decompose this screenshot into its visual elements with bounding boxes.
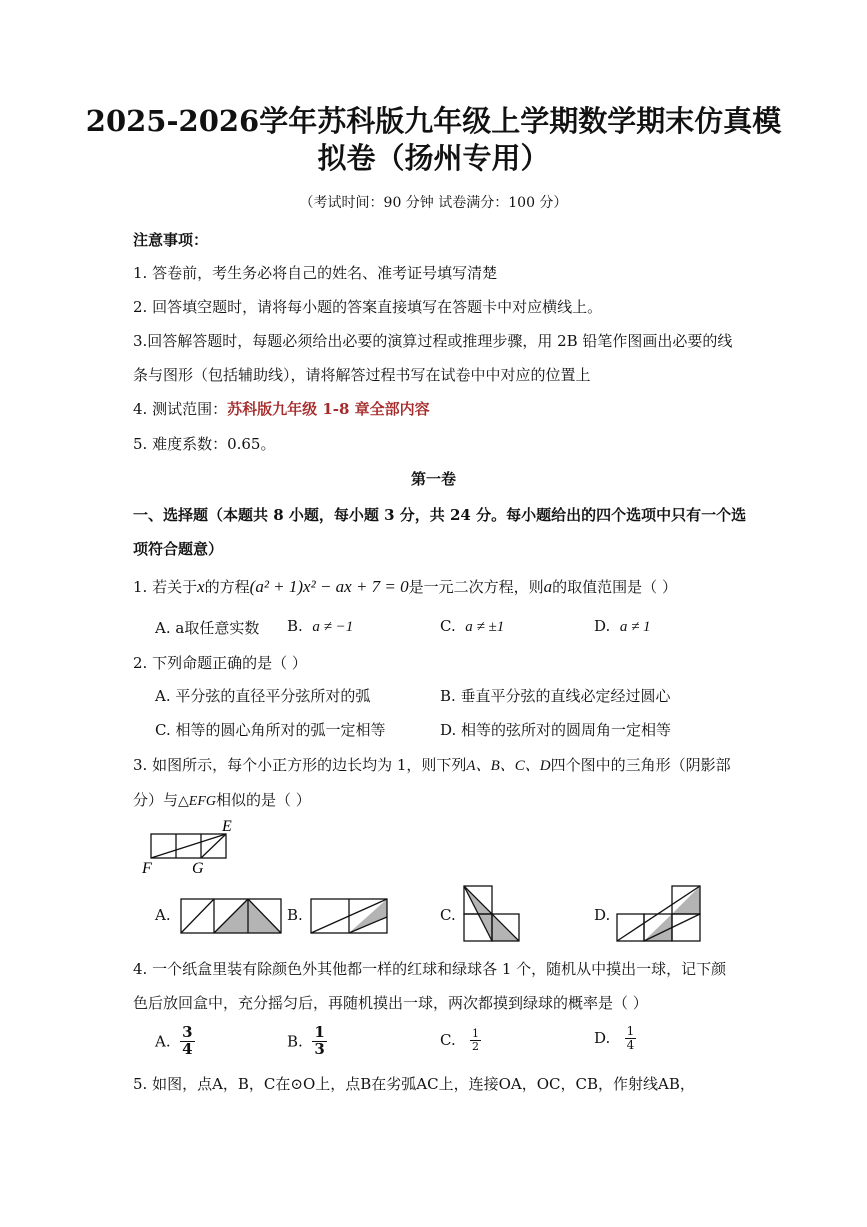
q2-option-a: A. 平分弦的直径平分弦所对的弧 — [155, 687, 371, 705]
page-title-line2: 拟卷（扬州专用） — [317, 141, 550, 175]
label-g: G — [192, 860, 204, 877]
note-item-3a: 3.回答解答题时，每题必须给出必要的演算过程或推理步骤，用 2B 铅笔作图画出必要的线 — [133, 332, 733, 350]
note-item-3b: 条与图形（包括辅助线），请将解答过程书写在试卷中中对应的位置上 — [133, 366, 591, 384]
note-item-4-label: 4. 测试范围： — [133, 400, 228, 418]
exam-info: （考试时间：90 分钟 试卷满分：100 分） — [299, 195, 568, 211]
note-item-4 — [133, 398, 430, 419]
q3-option-a-label: A. — [155, 906, 171, 924]
part1-heading-a: 一、选择题（本题共 8 小题，每小题 3 分，共 24 分。每小题给出的四个选项中只有一个选 — [133, 506, 747, 524]
note-item-2: 2. 回答填空题时，请将每小题的答案直接填写在答题卡中对应横线上。 — [133, 298, 603, 316]
section-title: 第一卷 — [410, 470, 456, 488]
question-3-stem-b: 分）与△EFG相似的是（ ） — [133, 791, 311, 809]
test-scope: 苏科版九年级 1-8 章全部内容 — [227, 400, 430, 418]
q1-option-a: A. a取任意实数 — [155, 619, 260, 637]
q4-option-a: A. $\frac{3}{4}$ — [155, 1023, 193, 1058]
q3-option-d-label: D. — [594, 906, 611, 924]
q3-option-c-label: C. — [440, 906, 456, 924]
label-f: F — [142, 860, 152, 877]
question-1-stem: 1. 若关于x的方程(a² + 1)x² − ax + 7 = 0是一元二次方程，则a的取值范围是（ ） — [133, 577, 677, 596]
note-item-1: 1. 答卷前，考生务必将自己的姓名、准考证号填写清楚 — [133, 264, 498, 282]
part1-heading-b: 项符合题意） — [133, 540, 224, 558]
note-item-5: 5. 难度系数：0.65。 — [133, 435, 276, 453]
q4-option-c: C. $\frac{1}{2}$ — [440, 1027, 480, 1053]
q3-option-c-figure — [462, 884, 522, 944]
question-3-stem-a: 3. 如图所示，每个小正方形的边长均为 1，则下列A、B、C、D四个图中的三角形（阴影部 — [133, 756, 731, 774]
q4-option-b: B. $\frac{1}{3}$ — [287, 1023, 325, 1058]
q1-option-d: D. a ≠ 1 — [594, 617, 651, 635]
question-2-stem: 2. 下列命题正确的是（ ） — [133, 654, 307, 672]
q2-option-b: B. 垂直平分弦的直线必定经过圆心 — [440, 687, 671, 705]
question-1-equation: (a² + 1)x² − ax + 7 = 0 — [249, 577, 409, 596]
q2-option-d: D. 相等的弦所对的圆周角一定相等 — [440, 721, 672, 739]
q1-option-c: C. a ≠ ±1 — [440, 617, 505, 635]
question-4-stem-a: 4. 一个纸盒里装有除颜色外其他都一样的红球和绿球各 1 个，随机从中摸出一球，记下颜 — [133, 960, 727, 978]
question-5-stem: 5. 如图，点A，B，C在⊙O上，点B在劣弧AC上，连接OA，OC，CB，作射线AB， — [133, 1075, 695, 1093]
question-4-stem-b: 色后放回盒中，充分摇匀后，再随机摸出一球，两次都摸到绿球的概率是（ ） — [133, 994, 648, 1012]
q1-option-b: B. a ≠ −1 — [287, 617, 354, 635]
page-title-line1: 2025-2026学年苏科版九年级上学期数学期末仿真模 — [85, 104, 782, 138]
q2-option-c: C. 相等的圆心角所对的弧一定相等 — [155, 721, 386, 739]
q3-option-b-label: B. — [287, 906, 303, 924]
q3-option-a-figure — [180, 897, 282, 935]
figure-efg — [140, 818, 250, 878]
notes-heading: 注意事项： — [133, 231, 209, 249]
label-e: E — [222, 818, 232, 835]
q3-option-d-figure — [616, 884, 702, 944]
q3-option-b-figure — [310, 897, 390, 935]
q4-option-d: D. $\frac{1}{4}$ — [594, 1024, 635, 1052]
